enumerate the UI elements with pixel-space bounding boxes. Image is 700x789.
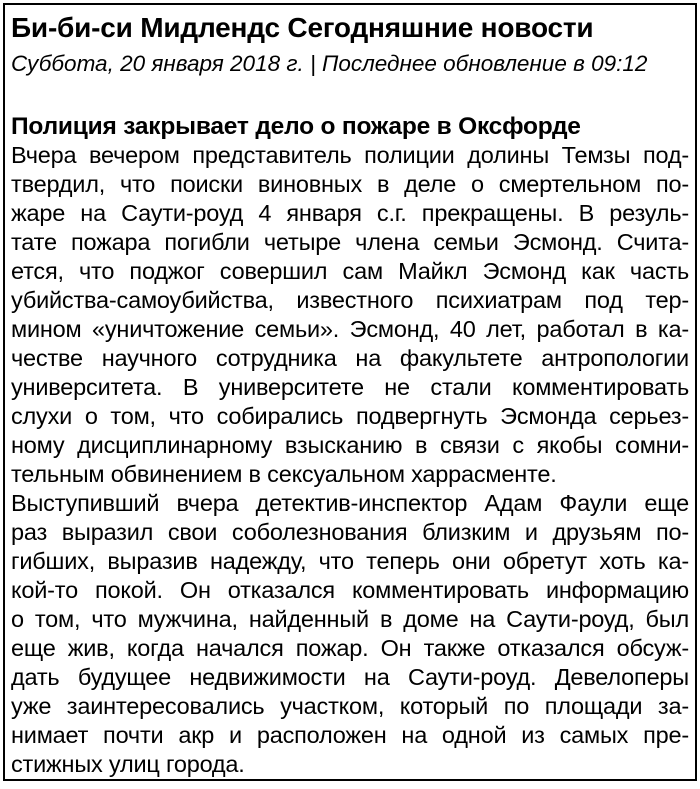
body-line: жаре на Саути-роуд 4 января с.г. прекращены. В резуль- (11, 200, 689, 226)
dateline: Суббота, 20 января 2018 г. | Последнее обновление в 09:12 (11, 51, 648, 76)
body-line: стижных улиц города. (11, 751, 245, 777)
body-line: тате пожара погибли четыре члена семьи Эсмонд. Счита- (11, 229, 689, 255)
body-line: ному дисциплинарному взысканию в связи с якобы сомни- (11, 432, 689, 458)
page-title: Би-би-си Мидлендс Сегодняшние новости (11, 12, 594, 43)
page-frame (3, 3, 697, 781)
body-line: университета. В университете не стали комментировать (11, 374, 689, 400)
body-line: слухи о том, что собирались подвергнуть Эсмонда серьез- (11, 403, 689, 429)
body-line: о том, что мужчина, найденный в доме на Саути-роуд, был (11, 606, 689, 632)
body-line: дать будущее недвижимости на Саути-роуд. Девелоперы (11, 664, 689, 690)
body-line: уже заинтересовались участком, который по площади за- (11, 693, 689, 719)
body-line: Выступивший вчера детектив-инспектор Адам Фаули еще (11, 490, 689, 516)
body-line: нимает почти акр и расположен на одной из самых пре- (11, 722, 689, 748)
body-line: твердил, что поиски виновных в деле о смертельном по- (11, 171, 689, 197)
masthead (11, 11, 689, 79)
body-line: Вчера вечером представитель полиции долины Темзы под- (11, 142, 689, 168)
news-article (11, 112, 689, 779)
body-line: тельным обвинением в сексуальном харрасменте. (11, 461, 557, 487)
body-line: кой-то покой. Он отказался комментировать информацию (11, 577, 689, 603)
body-line: еще жив, когда начался пожар. Он также отказался обсуж- (11, 635, 689, 661)
article-headline: Полиция закрывает дело о пожаре в Оксфорде (11, 113, 581, 140)
body-line: честве научного сотрудника на факультете антропологии (11, 345, 689, 371)
body-line: ется, что поджог совершил сам Майкл Эсмонд как часть (11, 258, 689, 284)
body-line: убийства-самоубийства, известного психиатрам под тер- (11, 287, 689, 313)
paragraph (11, 141, 689, 489)
paragraph (11, 489, 689, 779)
body-line: мином «уничтожение семьи». Эсмонд, 40 лет, работал в ка- (11, 316, 689, 342)
body-line: гибших, выразив надежду, что теперь они обретут хоть ка- (11, 548, 689, 574)
body-line: раз выразил свои соболезнования близким и друзьям по- (11, 519, 689, 545)
